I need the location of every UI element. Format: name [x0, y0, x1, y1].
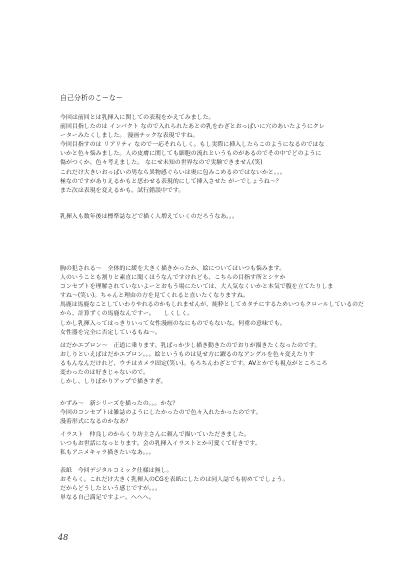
- text-line: いつもお世話になっとります。会の乳揮入イラストとか可愛くて好きです。: [60, 441, 261, 448]
- text-line: ーターみたくしました。 漫画チックな表現ですね。: [60, 133, 199, 140]
- text-line: るもんなんだけれど、ウチはカメラ固定(笑い)。もろちんわざとです。AVとかでも視点がところころ: [60, 361, 328, 368]
- text-line: 傷がつくか、色々考えました。 なにせ未知の世界なので実験できません(笑): [60, 160, 263, 167]
- text-line: 極なのですがありえるかもと思わせる表現的にして挿入させた がーでしょうね～？: [60, 178, 282, 185]
- text-line: 胸の犯される～ 全体的に緩を大きく描きかったか、絵についてはいつも悩みます。: [60, 266, 286, 272]
- text-line: 変わったのは好きじゃないので。: [60, 370, 149, 377]
- text-line: 女性器を完全に否定しているもね～。: [60, 329, 161, 336]
- text-line: はだかエプロン～ 正道に乗ります。乳ばっか少し描き動きたのでおりが描きたくなったのです。: [60, 343, 321, 349]
- text-line: から、計算ずくの馬鹿なんですー。 しくしく。: [60, 311, 194, 318]
- paragraph: [60, 265, 364, 338]
- text-line: 今回のコンセプトは雑誌のようにしたかったので色々入れたかったのです。: [60, 410, 262, 417]
- text-line: 単なる自己満足ですよー。へへへ。: [60, 495, 155, 502]
- text-line: おそらく。これだけ大きく乳揮入のCGを表紙にしたのは同人誌でも初めてでしょう。: [60, 477, 289, 484]
- text-line: 表紙 今回デジタルコミック仕様は無し。: [60, 468, 173, 474]
- text-line: 今回目指すのは リアリティ なので一応それらしく。もし実際に挿入したらこのようになるのではな: [60, 142, 325, 149]
- paragraph: [60, 431, 360, 458]
- paragraph: [60, 467, 360, 503]
- text-line: 前回目指したのは インパクト なので入れられたあとの乳をわざとおっぱいに穴のあいたようにクレ: [60, 124, 325, 131]
- text-line: これだけ大きいおっぱいの男なら異物感ぐらいは奥に包みこめるのではないかと。。。: [60, 169, 286, 176]
- text-line: おしりといえばはだかエプロン。。。絵というものは見せ方に躍るのなアングルを色々変えたりす: [60, 352, 315, 359]
- text-line: しかし乳揮入ってはっきりいって女性漫画のなにものでもないな。何重の意味でも。: [60, 320, 286, 327]
- text-line: いかと色々悩みました。人の皮膚に関しても細胞の流れというものがあるのでその中でどのように: [60, 151, 322, 158]
- page-number: 48: [58, 533, 69, 542]
- text-line: コンセプトを理解されていないよーとおもう場にたいては、大人気なくいかと本気で腹を立てたりしま: [60, 284, 334, 291]
- text-line: だからどうしたという感じですが。。。: [60, 486, 162, 493]
- paragraph: [60, 400, 360, 427]
- paragraph: [60, 114, 360, 196]
- text-line: 今回は前回とは乳揮入に関しての表現をかえてみました。: [60, 115, 215, 121]
- text-line: 馬鹿は馬鹿なことしていわりやれるのかもしれませんが、純粋としてカタチにするためいつもクロールしているのだ: [60, 302, 364, 309]
- section-heading: 自己分析のこーなー: [60, 94, 123, 102]
- paragraph: [60, 342, 360, 387]
- text-line: また次は表現を変えるかも。試行錯誤中です。: [60, 187, 185, 194]
- text-line: イラスト 仲良しのからくり坊主さんに頼んで描いていただきました。: [60, 432, 250, 438]
- text-line: 漫着形式になるのかなあ？: [60, 419, 132, 426]
- text-line: すね～(笑い)。ちゃんと理由の方を見てくれると直いたくなりますね。: [60, 293, 249, 300]
- text-line: 乳揮入も数年後は標準誌などで描く人増えていくのだろうなあ。。。: [60, 214, 239, 220]
- paragraph: [60, 213, 360, 222]
- text-line: 人のいうことも割りと素直に聞くほうなんですけれども、こちらの目指す所とシケか: [60, 275, 286, 282]
- text-line: 私もアニメキャラ描きたいなあ。。。: [60, 450, 155, 457]
- text-line: かずみ～ 新シリーズを描ったの。。。かな？: [60, 401, 179, 407]
- text-line: しかし、しりばかりアップで描きすぎ。: [60, 379, 167, 386]
